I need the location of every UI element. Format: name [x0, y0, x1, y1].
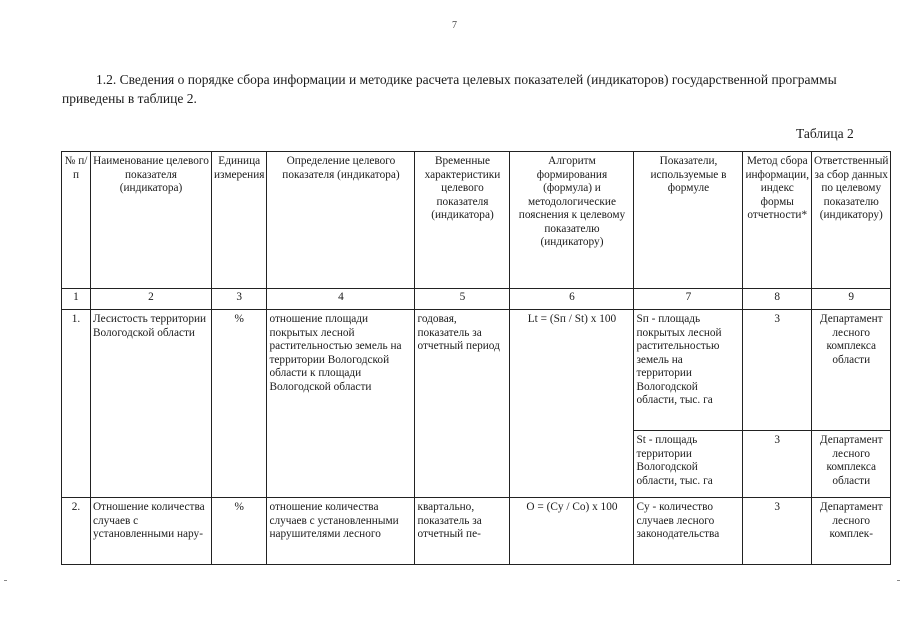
collection-method: 3	[743, 310, 812, 431]
scan-edge-mark	[4, 580, 7, 581]
column-number: 4	[267, 289, 415, 310]
header-cell: Единица измерения	[212, 152, 267, 289]
header-cell: № п/п	[62, 152, 91, 289]
table-row	[62, 310, 891, 431]
cell-text: Департамент лесного комплек-	[819, 501, 883, 540]
header-cell: Определение целевого показателя (индикатора)	[267, 152, 415, 289]
header-cell: Наименование целевого показателя (индикатора)	[91, 152, 212, 289]
collection-method	[743, 498, 812, 565]
column-number: 5	[415, 289, 510, 310]
timing	[415, 498, 510, 565]
indicator-name: Лесистость территории Вологодской области	[91, 310, 212, 498]
header-row	[62, 152, 891, 289]
unit: %	[212, 310, 267, 498]
indicators-table	[61, 151, 891, 565]
row-number: 1.	[62, 310, 91, 498]
cell-text: Отношение количества случаев с установленными нару-	[93, 501, 205, 540]
header-cell: Ответственный за сбор данных по целевому показателю (индикатору)	[812, 152, 891, 289]
cell-text: квартально, показатель за отчетный пе-	[417, 501, 482, 540]
column-number: 9	[812, 289, 891, 310]
formula	[510, 498, 634, 565]
responsible	[812, 498, 891, 565]
cell-text: %	[234, 501, 244, 513]
cell-text: 2.	[71, 501, 81, 513]
formula-indicator: Sп - площадь покрытых лесной растительностью земель на территории Вологодской области, тыс. га	[634, 310, 743, 431]
collection-method: 3	[743, 431, 812, 498]
table-row	[62, 498, 891, 565]
definition: отношение площади покрытых лесной растительностью земель на территории Вологодской области к площади Вологодской области	[267, 310, 415, 498]
column-number: 2	[91, 289, 212, 310]
column-number: 1	[62, 289, 91, 310]
definition	[267, 498, 415, 565]
column-number: 3	[212, 289, 267, 310]
cell-text: Cу - количество случаев лесного законодательства	[636, 501, 720, 540]
header-cell: Метод сбора информации, индекс формы отчетности*	[743, 152, 812, 289]
formula: Lt = (Sп / St) x 100	[510, 310, 634, 498]
formula-indicator: St - площадь территории Вологодской области, тыс. га	[634, 431, 743, 498]
responsible: Департамент лесного комплекса области	[812, 310, 891, 431]
responsible: Департамент лесного комплекса области	[812, 431, 891, 498]
page-number: 7	[452, 20, 457, 31]
intro-paragraph: 1.2. Сведения о порядке сбора информации и методике расчета целевых показателей (индикаторов) государственной программы приведены в таблице 2.	[62, 72, 837, 106]
row-number	[62, 498, 91, 565]
table-caption: Таблица 2	[796, 126, 854, 141]
unit	[212, 498, 267, 565]
scan-edge-mark	[897, 580, 900, 581]
column-number: 7	[634, 289, 743, 310]
timing: годовая, показатель за отчетный период	[415, 310, 510, 498]
formula-indicator	[634, 498, 743, 565]
column-number-row	[62, 289, 891, 310]
indicator-name	[91, 498, 212, 565]
cell-text: 3	[774, 501, 781, 513]
column-number: 6	[510, 289, 634, 310]
cell-text: отношение количества случаев с установленными нарушителями лесного	[269, 501, 399, 540]
column-number: 8	[743, 289, 812, 310]
cell-text: O = (Cу / Co) x 100	[526, 501, 618, 513]
header-cell: Временные характеристики целевого показателя (индикатора)	[415, 152, 510, 289]
header-cell: Показатели, используемые в формуле	[634, 152, 743, 289]
header-cell: Алгоритм формирования (формула) и методологические пояснения к целевому показателю (индикатору)	[510, 152, 634, 289]
